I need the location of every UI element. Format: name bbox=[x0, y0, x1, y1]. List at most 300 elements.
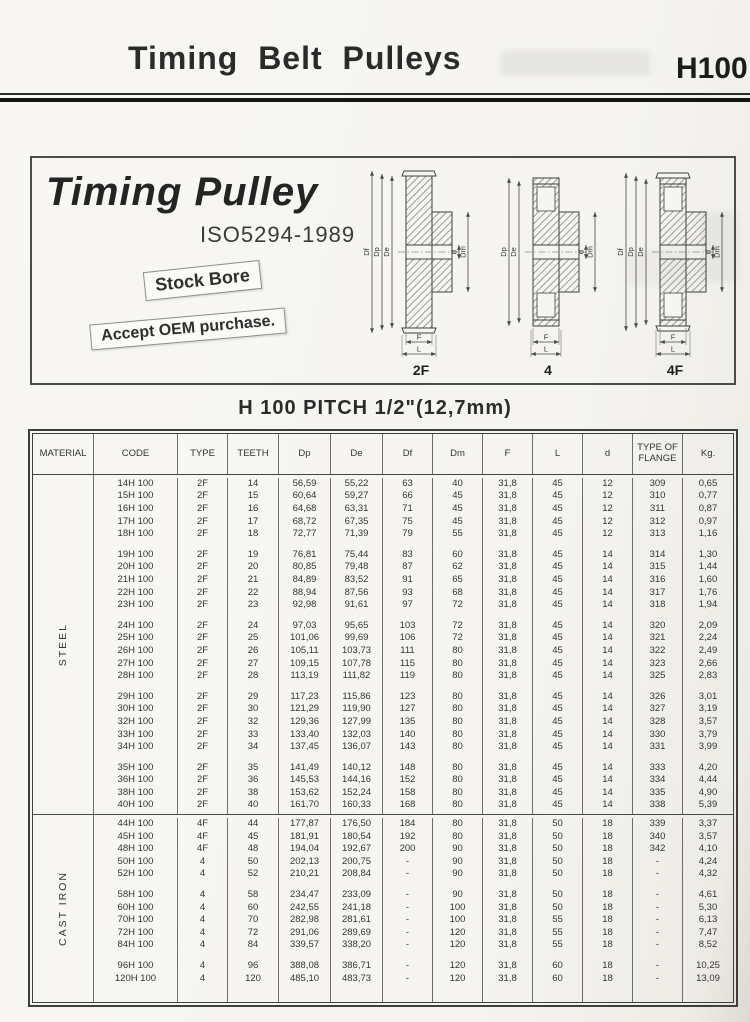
row-cell: 14H 100 bbox=[94, 478, 178, 491]
row-cell: 58 bbox=[228, 889, 279, 902]
row-cell: 1,44 bbox=[698, 561, 718, 573]
table-row bbox=[94, 787, 733, 800]
row-cell: 31,8 bbox=[483, 562, 533, 575]
row-cell: 88,94 bbox=[279, 587, 331, 600]
row-cell: 202,13 bbox=[279, 856, 331, 869]
row-cell: 327 bbox=[633, 704, 683, 717]
row-cell bbox=[483, 612, 533, 620]
material-section bbox=[33, 814, 733, 1002]
row-cell: 2F bbox=[178, 528, 228, 541]
row-cell: 4,44 bbox=[698, 774, 718, 786]
header-rule-thin bbox=[0, 93, 750, 95]
row-cell: 4 bbox=[178, 973, 228, 986]
row-cell: 4 bbox=[178, 902, 228, 915]
row-cell: 106 bbox=[383, 633, 433, 646]
table-row bbox=[94, 960, 733, 973]
row-cell: 6,13 bbox=[698, 914, 718, 926]
row-cell bbox=[483, 754, 533, 762]
row-cell: 3,79 bbox=[698, 728, 718, 740]
row-cell: 127,99 bbox=[331, 716, 383, 729]
row-cell: 38H 100 bbox=[94, 787, 178, 800]
header-cell-dp: Dp bbox=[279, 434, 331, 474]
header-cell-df: Df bbox=[383, 434, 433, 474]
row-cell: 92,98 bbox=[279, 599, 331, 612]
row-cell: 60 bbox=[433, 549, 483, 562]
row-cell: 80 bbox=[433, 762, 483, 775]
row-cell: 15H 100 bbox=[94, 491, 178, 504]
row-cell: 31,8 bbox=[483, 729, 533, 742]
row-cell: 30H 100 bbox=[94, 704, 178, 717]
group-gap-row bbox=[94, 881, 733, 889]
row-cell: 75 bbox=[383, 516, 433, 529]
row-cell: 32H 100 bbox=[94, 716, 178, 729]
row-cell bbox=[583, 541, 633, 549]
row-cell: 2F bbox=[178, 491, 228, 504]
row-cell: 22 bbox=[228, 587, 279, 600]
table-row bbox=[94, 889, 733, 902]
dim-label-l: L bbox=[543, 344, 549, 354]
row-cell: 45 bbox=[533, 729, 583, 742]
row-cell: 322 bbox=[633, 645, 683, 658]
row-cell: 309 bbox=[633, 478, 683, 491]
row-cell bbox=[331, 612, 383, 620]
row-cell: 13,09 bbox=[696, 972, 720, 984]
row-cell: 289,69 bbox=[331, 927, 383, 940]
row-cell: 44H 100 bbox=[94, 818, 178, 831]
row-cell: - bbox=[383, 856, 433, 869]
table-header bbox=[33, 434, 733, 475]
row-cell: 158 bbox=[383, 787, 433, 800]
row-cell: 31,8 bbox=[483, 716, 533, 729]
row-cell: 24 bbox=[228, 620, 279, 633]
header-cell-l: L bbox=[533, 434, 583, 474]
row-cell: 144,16 bbox=[331, 774, 383, 787]
row-cell: 101,06 bbox=[279, 633, 331, 646]
row-cell: 115 bbox=[383, 658, 433, 671]
drawing-label-4: 4 bbox=[544, 362, 552, 378]
table-row bbox=[94, 902, 733, 915]
row-cell: 45 bbox=[433, 503, 483, 516]
row-cell: 45 bbox=[533, 716, 583, 729]
header-cell-type: TYPE bbox=[178, 434, 228, 474]
row-cell: 45 bbox=[533, 574, 583, 587]
row-cell bbox=[433, 754, 483, 762]
row-cell: 31,8 bbox=[483, 503, 533, 516]
row-cell: 107,78 bbox=[331, 658, 383, 671]
row-cell: 388,08 bbox=[279, 960, 331, 973]
row-cell: 1,16 bbox=[698, 528, 718, 540]
row-cell: 3,57 bbox=[698, 716, 718, 727]
row-cell: 31,8 bbox=[483, 478, 533, 491]
row-cell: 18 bbox=[583, 960, 633, 973]
row-cell bbox=[331, 881, 383, 889]
row-cell: 152,24 bbox=[331, 787, 383, 800]
row-cell bbox=[633, 683, 683, 691]
row-cell: 14 bbox=[583, 691, 633, 704]
row-cell: 50 bbox=[533, 818, 583, 831]
row-cell: 33H 100 bbox=[94, 729, 178, 742]
row-cell: 66 bbox=[383, 491, 433, 504]
row-cell: - bbox=[383, 869, 433, 882]
dim-label-f: F bbox=[543, 332, 549, 342]
row-cell: 31,8 bbox=[483, 645, 533, 658]
row-cell: 311 bbox=[633, 503, 683, 516]
row-cell: 120 bbox=[433, 927, 483, 940]
pulley-drawing-4-icon bbox=[489, 166, 607, 364]
drawing-label-2f: 2F bbox=[412, 362, 430, 378]
row-cell: 31,8 bbox=[483, 774, 533, 787]
row-cell: 90 bbox=[433, 889, 483, 902]
row-cell: 60 bbox=[228, 902, 279, 915]
row-cell: 4F bbox=[178, 843, 228, 856]
row-cell bbox=[633, 541, 683, 549]
group-gap-row bbox=[94, 612, 733, 620]
row-cell: 12 bbox=[583, 503, 633, 516]
row-cell bbox=[94, 881, 178, 889]
material-label: STEEL bbox=[56, 622, 69, 667]
row-cell: 120 bbox=[433, 940, 483, 953]
row-cell: 18 bbox=[583, 889, 633, 902]
row-cell: 5,39 bbox=[698, 799, 718, 811]
dim-label-l: L bbox=[670, 344, 676, 354]
row-cell: 31,8 bbox=[483, 549, 533, 562]
row-cell: 14 bbox=[583, 729, 633, 742]
row-cell: 127 bbox=[383, 704, 433, 717]
row-cell: 80,85 bbox=[279, 562, 331, 575]
pulley-drawing-4f-icon bbox=[616, 166, 734, 364]
row-cell: 34H 100 bbox=[94, 741, 178, 754]
row-cell: 194,04 bbox=[279, 843, 331, 856]
row-cell: 97,03 bbox=[279, 620, 331, 633]
row-cell: 2,24 bbox=[698, 632, 718, 644]
row-cell: 4,90 bbox=[698, 787, 718, 798]
row-cell bbox=[483, 541, 533, 549]
row-cell: 84,89 bbox=[279, 574, 331, 587]
row-cell: 26 bbox=[228, 645, 279, 658]
header-cell-teeth: TEETH bbox=[228, 434, 279, 474]
group-gap-row bbox=[94, 683, 733, 691]
material-section bbox=[33, 475, 733, 814]
row-cell: 14 bbox=[228, 478, 279, 491]
row-cell: 4 bbox=[178, 914, 228, 927]
header-cell-f: F bbox=[483, 434, 533, 474]
row-cell: 120 bbox=[433, 973, 483, 986]
row-cell bbox=[683, 683, 733, 691]
row-cell: 31,8 bbox=[483, 818, 533, 831]
row-cell: 64,68 bbox=[279, 503, 331, 516]
row-cell bbox=[228, 985, 279, 1002]
iso-standard: ISO5294-1989 bbox=[200, 222, 356, 247]
row-cell: 326 bbox=[633, 691, 683, 704]
dim-label-d: d bbox=[449, 249, 459, 255]
row-cell: 12 bbox=[583, 516, 633, 529]
row-cell: 70H 100 bbox=[94, 914, 178, 927]
row-cell: 143 bbox=[383, 741, 433, 754]
row-cell bbox=[583, 952, 633, 960]
row-cell: 14 bbox=[583, 574, 633, 587]
row-cell: 23 bbox=[228, 599, 279, 612]
row-cell: 31,8 bbox=[483, 927, 533, 940]
header-cell-d: d bbox=[583, 434, 633, 474]
header-cell-kg: Kg. bbox=[700, 447, 716, 459]
row-cell: 2F bbox=[178, 478, 228, 491]
table-row bbox=[94, 599, 733, 612]
table-body bbox=[33, 475, 733, 1002]
row-cell: 339 bbox=[633, 818, 683, 831]
row-cell: 4,10 bbox=[698, 843, 718, 855]
table-row bbox=[94, 843, 733, 856]
row-cell: 1,30 bbox=[698, 548, 718, 560]
row-cell: 152 bbox=[383, 774, 433, 787]
row-cell: 4F bbox=[178, 831, 228, 844]
row-cell: 2F bbox=[178, 741, 228, 754]
drawings-row bbox=[362, 166, 734, 378]
row-cell: 45 bbox=[533, 787, 583, 800]
dim-label-d: d bbox=[703, 249, 713, 255]
row-cell bbox=[383, 881, 433, 889]
row-cell: 14 bbox=[583, 549, 633, 562]
row-cell: 63,31 bbox=[331, 503, 383, 516]
row-cell: - bbox=[383, 889, 433, 902]
row-cell: 281,61 bbox=[331, 914, 383, 927]
row-cell: 34 bbox=[228, 741, 279, 754]
row-cell: 177,87 bbox=[279, 818, 331, 831]
row-cell: 105,11 bbox=[279, 645, 331, 658]
row-cell: - bbox=[383, 914, 433, 927]
row-cell: 18 bbox=[583, 856, 633, 869]
row-cell: 91 bbox=[383, 574, 433, 587]
row-cell: 62 bbox=[433, 562, 483, 575]
row-cell: 113,19 bbox=[279, 670, 331, 683]
row-cell: 45 bbox=[533, 528, 583, 541]
row-cell: 45 bbox=[533, 503, 583, 516]
row-cell: 4 bbox=[178, 927, 228, 940]
row-cell: 31,8 bbox=[483, 889, 533, 902]
row-cell: 2F bbox=[178, 633, 228, 646]
row-cell: 200,75 bbox=[331, 856, 383, 869]
row-cell: 176,50 bbox=[331, 818, 383, 831]
row-cell bbox=[533, 541, 583, 549]
table-row bbox=[94, 818, 733, 831]
row-cell: 31,8 bbox=[483, 670, 533, 683]
row-cell: 334 bbox=[633, 774, 683, 787]
row-cell bbox=[178, 754, 228, 762]
row-cell bbox=[94, 754, 178, 762]
row-cell: 333 bbox=[633, 762, 683, 775]
row-cell bbox=[533, 952, 583, 960]
row-cell: 2F bbox=[178, 516, 228, 529]
row-cell bbox=[533, 881, 583, 889]
row-cell: 28 bbox=[228, 670, 279, 683]
row-cell: - bbox=[633, 940, 683, 953]
row-cell: 109,15 bbox=[279, 658, 331, 671]
row-cell: 133,40 bbox=[279, 729, 331, 742]
row-cell: 14 bbox=[583, 716, 633, 729]
row-cell bbox=[533, 683, 583, 691]
row-cell: 31,8 bbox=[483, 831, 533, 844]
row-cell: 68 bbox=[433, 587, 483, 600]
row-cell: 10,25 bbox=[696, 960, 720, 972]
row-cell bbox=[383, 612, 433, 620]
row-cell bbox=[94, 541, 178, 549]
row-cell: 14 bbox=[583, 620, 633, 633]
table-title: H 100 PITCH 1/2"(12,7mm) bbox=[238, 397, 512, 419]
table-row bbox=[94, 940, 733, 953]
row-cell: 80 bbox=[433, 658, 483, 671]
row-cell: 291,06 bbox=[279, 927, 331, 940]
header-rule-thick bbox=[0, 98, 750, 102]
row-cell: 12 bbox=[583, 491, 633, 504]
row-cell: 50 bbox=[533, 856, 583, 869]
row-cell: 129,36 bbox=[279, 716, 331, 729]
row-cell bbox=[94, 985, 178, 1002]
row-cell bbox=[279, 881, 331, 889]
row-cell bbox=[279, 541, 331, 549]
row-cell: 26H 100 bbox=[94, 645, 178, 658]
row-cell: 31,8 bbox=[483, 528, 533, 541]
row-cell: 2F bbox=[178, 549, 228, 562]
row-cell: 50 bbox=[533, 843, 583, 856]
row-cell: 338,20 bbox=[331, 940, 383, 953]
row-cell: 18 bbox=[228, 528, 279, 541]
row-cell: 120 bbox=[228, 973, 279, 986]
row-cell: 5,30 bbox=[698, 901, 718, 913]
row-cell: 31,8 bbox=[483, 574, 533, 587]
row-cell: 80 bbox=[433, 716, 483, 729]
row-cell: 31,8 bbox=[483, 658, 533, 671]
row-cell: 1,76 bbox=[698, 586, 718, 598]
row-cell: 67,35 bbox=[331, 516, 383, 529]
promo-box bbox=[30, 156, 736, 385]
row-cell: 2F bbox=[178, 645, 228, 658]
row-cell bbox=[533, 985, 583, 1002]
row-cell: 45 bbox=[533, 478, 583, 491]
row-cell: 80 bbox=[433, 704, 483, 717]
row-cell bbox=[331, 683, 383, 691]
row-cell: 87 bbox=[383, 562, 433, 575]
row-cell: 233,09 bbox=[331, 889, 383, 902]
row-cell: 70 bbox=[228, 914, 279, 927]
row-cell: - bbox=[633, 889, 683, 902]
row-cell bbox=[533, 754, 583, 762]
row-cell bbox=[383, 952, 433, 960]
row-cell: - bbox=[633, 973, 683, 986]
dim-label-f: F bbox=[416, 332, 422, 342]
row-cell: 29 bbox=[228, 691, 279, 704]
row-cell: 3,19 bbox=[698, 703, 718, 715]
row-cell bbox=[228, 612, 279, 620]
row-cell bbox=[383, 683, 433, 691]
row-cell bbox=[433, 683, 483, 691]
row-cell: 50 bbox=[533, 869, 583, 882]
row-cell: 14 bbox=[583, 599, 633, 612]
dim-label-df: Df bbox=[616, 248, 625, 256]
row-cell bbox=[383, 541, 433, 549]
dim-label-dm: Dm bbox=[585, 246, 595, 258]
row-cell: 2F bbox=[178, 762, 228, 775]
table-row bbox=[94, 670, 733, 683]
group-gap-row bbox=[94, 952, 733, 960]
row-cell: 100 bbox=[433, 914, 483, 927]
row-cell bbox=[483, 985, 533, 1002]
row-cell: 19H 100 bbox=[94, 549, 178, 562]
row-cell bbox=[483, 683, 533, 691]
row-cell: - bbox=[633, 927, 683, 940]
row-cell bbox=[433, 541, 483, 549]
row-cell: - bbox=[633, 902, 683, 915]
row-cell: 40 bbox=[433, 478, 483, 491]
row-cell: 12 bbox=[583, 528, 633, 541]
row-cell bbox=[331, 952, 383, 960]
row-cell: 45 bbox=[433, 491, 483, 504]
table-row bbox=[94, 831, 733, 844]
row-cell bbox=[228, 754, 279, 762]
badge-stock-bore: Stock Bore bbox=[143, 260, 262, 301]
row-cell: 3,37 bbox=[698, 818, 718, 830]
row-cell: - bbox=[633, 869, 683, 882]
dim-label-de: De bbox=[636, 247, 645, 257]
table-row bbox=[94, 658, 733, 671]
row-cell: 2F bbox=[178, 691, 228, 704]
row-cell: 4 bbox=[178, 940, 228, 953]
row-cell: 21 bbox=[228, 574, 279, 587]
row-cell: 45 bbox=[433, 516, 483, 529]
row-cell: 241,18 bbox=[331, 902, 383, 915]
row-cell bbox=[178, 952, 228, 960]
table-row bbox=[94, 549, 733, 562]
row-cell: 4,61 bbox=[698, 889, 718, 901]
row-cell: 184 bbox=[383, 818, 433, 831]
row-cell: 2F bbox=[178, 716, 228, 729]
row-cell bbox=[483, 952, 533, 960]
row-cell: 45 bbox=[533, 800, 583, 813]
row-cell: 80 bbox=[433, 831, 483, 844]
row-cell: 1,60 bbox=[698, 574, 718, 585]
row-cell: 2F bbox=[178, 599, 228, 612]
row-cell: - bbox=[383, 973, 433, 986]
row-cell: 29H 100 bbox=[94, 691, 178, 704]
row-cell: 72 bbox=[228, 927, 279, 940]
row-cell: 180,54 bbox=[331, 831, 383, 844]
spec-table-inner bbox=[32, 433, 734, 1003]
table-row bbox=[94, 914, 733, 927]
row-cell bbox=[279, 952, 331, 960]
row-cell: 55 bbox=[533, 927, 583, 940]
row-cell: - bbox=[633, 914, 683, 927]
table-row bbox=[94, 645, 733, 658]
row-cell: 192 bbox=[383, 831, 433, 844]
row-cell: 72 bbox=[433, 620, 483, 633]
row-cell: 137,45 bbox=[279, 741, 331, 754]
material-label: CAST IRON bbox=[56, 871, 69, 947]
row-cell: 140,12 bbox=[331, 762, 383, 775]
row-cell: 71,39 bbox=[331, 528, 383, 541]
row-cell bbox=[279, 612, 331, 620]
row-cell: 18 bbox=[583, 869, 633, 882]
row-cell: 45 bbox=[533, 599, 583, 612]
drawing-block-4f bbox=[616, 166, 734, 378]
row-cell bbox=[583, 881, 633, 889]
row-cell: 90 bbox=[433, 869, 483, 882]
row-cell: 31,8 bbox=[483, 800, 533, 813]
row-cell: 48H 100 bbox=[94, 843, 178, 856]
row-cell: 328 bbox=[633, 716, 683, 729]
row-cell: 1,94 bbox=[698, 599, 718, 611]
row-cell: 44 bbox=[228, 818, 279, 831]
row-cell bbox=[633, 754, 683, 762]
row-cell: 153,62 bbox=[279, 787, 331, 800]
row-cell: 120H 100 bbox=[94, 973, 178, 986]
